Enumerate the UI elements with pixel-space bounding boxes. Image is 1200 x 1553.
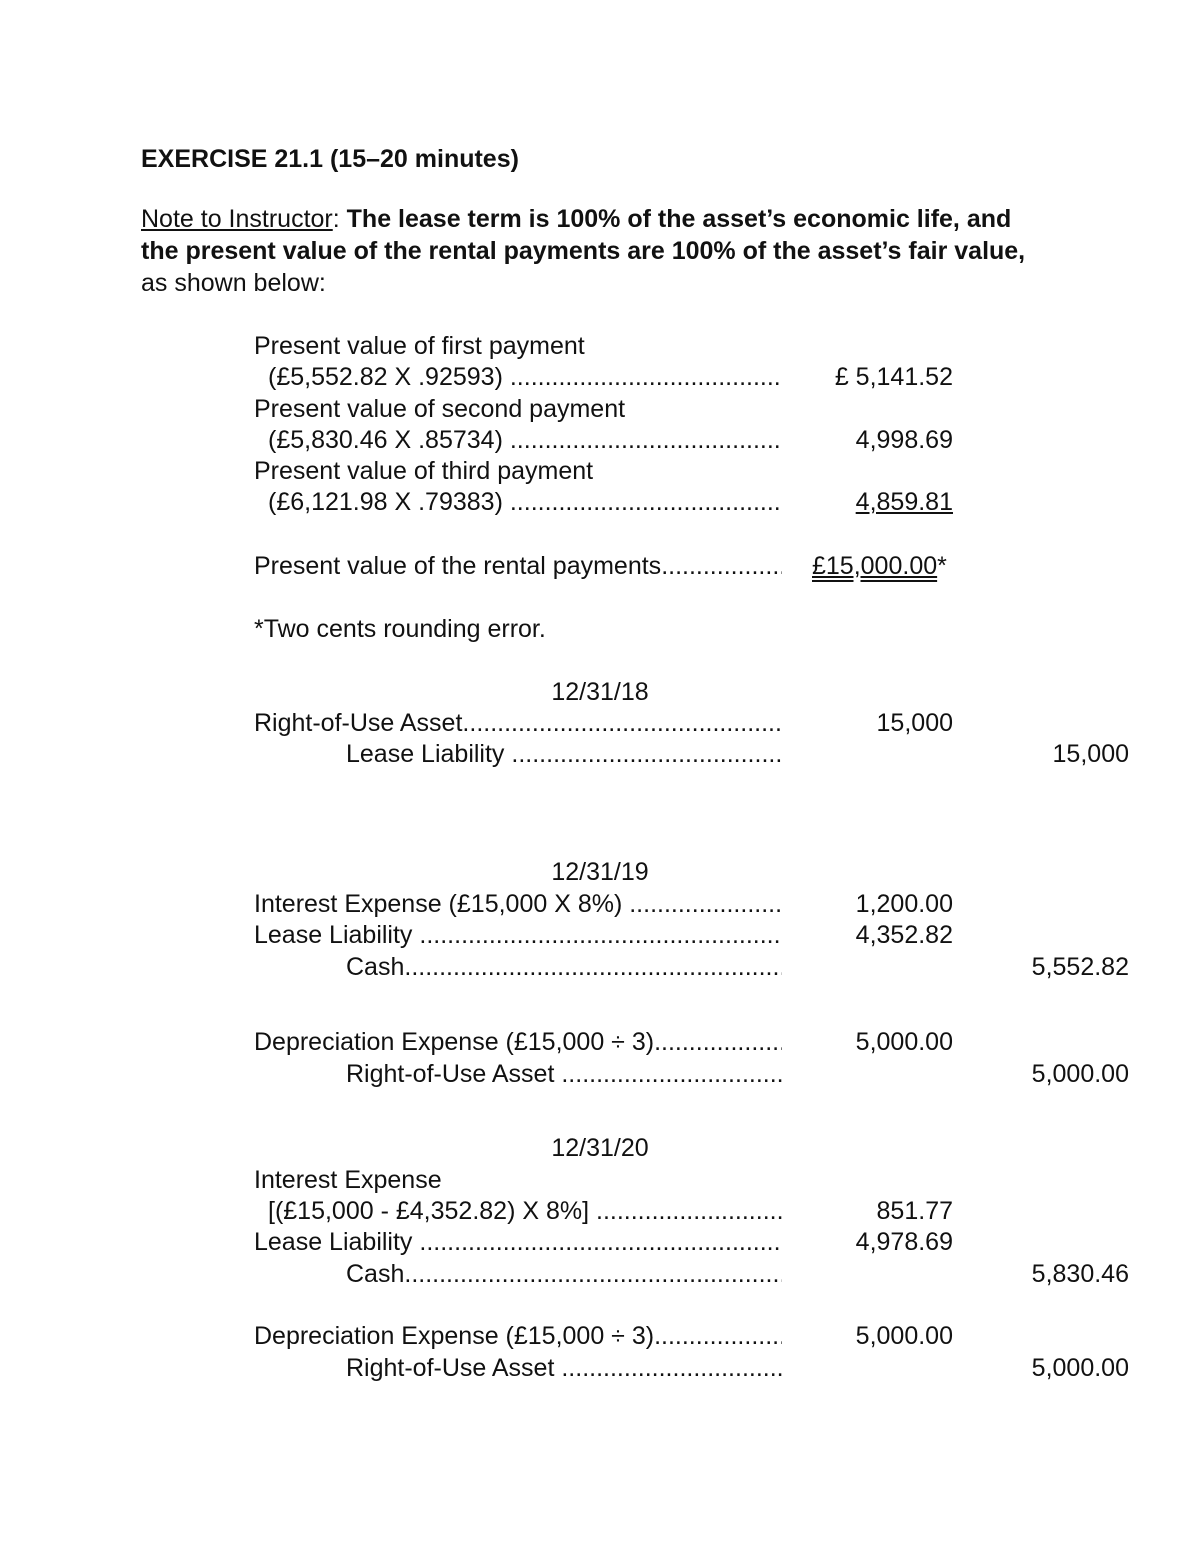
entry2-depreciation-account: Depreciation Expense (£15,000 ÷ 3) ..... [254, 1027, 782, 1057]
entry3-interest-label: Interest Expense [254, 1166, 442, 1194]
pv-third-label: Present value of third payment [254, 457, 594, 485]
note-colon: : [332, 205, 340, 233]
pv-total-label: Present value of the rental payments ..... [254, 551, 782, 581]
pv-first-amount: £ 5,141.52 [834, 363, 953, 391]
pv-first-label: Present value of first payment [254, 332, 585, 360]
entry-date-2018: 12/31/18 [551, 678, 649, 706]
entry1-debit-amount: 15,000 [876, 709, 953, 737]
entry2-depreciation-amount: 5,000.00 [855, 1028, 953, 1056]
entry2-rou-account: Right-of-Use Asset ..... [346, 1059, 782, 1089]
entry2-cash-account: Cash ..... [346, 952, 782, 982]
entry-date-2019: 12/31/19 [551, 858, 649, 886]
entry-date-2020: 12/31/20 [551, 1134, 649, 1162]
note-line-3: as shown below: [141, 269, 326, 297]
entry1-credit-amount: 15,000 [1052, 740, 1129, 768]
entry3-liability-account: Lease Liability ..... [254, 1227, 782, 1257]
entry3-depreciation-amount: 5,000.00 [855, 1322, 953, 1350]
entry2-interest-account: Interest Expense (£15,000 X 8%) ..... [254, 889, 782, 919]
entry2-rou-amount: 5,000.00 [1031, 1060, 1129, 1088]
entry1-credit-account: Lease Liability ..... [346, 739, 782, 769]
pv-second-calc: (£5,830.46 X .85734) ..... [268, 425, 782, 455]
entry2-liability-amount: 4,352.82 [855, 921, 953, 949]
entry3-rou-amount: 5,000.00 [1031, 1354, 1129, 1382]
entry1-debit-account: Right-of-Use Asset ..... [254, 708, 782, 738]
entry2-cash-amount: 5,552.82 [1031, 953, 1129, 981]
entry3-interest-calc: [(£15,000 - £4,352.82) X 8%] ..... [268, 1196, 782, 1226]
note-label: Note to Instructor [141, 205, 333, 233]
entry2-liability-account: Lease Liability ..... [254, 920, 782, 950]
pv-second-amount: 4,998.69 [855, 426, 953, 454]
pv-third-amount: 4,859.81 [855, 488, 953, 516]
entry3-liability-amount: 4,978.69 [855, 1228, 953, 1256]
pv-third-calc: (£6,121.98 X .79383) ..... [268, 487, 782, 517]
entry3-depreciation-account: Depreciation Expense (£15,000 ÷ 3) ..... [254, 1321, 782, 1351]
entry3-interest-amount: 851.77 [876, 1197, 953, 1225]
entry3-cash-amount: 5,830.46 [1031, 1260, 1129, 1288]
entry3-rou-account: Right-of-Use Asset ..... [346, 1353, 782, 1383]
exercise-heading: EXERCISE 21.1 (15–20 minutes) [141, 145, 519, 173]
rounding-footnote: *Two cents rounding error. [254, 615, 546, 643]
entry2-interest-amount: 1,200.00 [855, 890, 953, 918]
pv-total-amount: £15,000.00* [812, 552, 947, 580]
instructor-note [141, 203, 1101, 299]
note-line-2: the present value of the rental payments are 100% of the asset’s fair value, [141, 237, 1026, 265]
entry3-cash-account: Cash ..... [346, 1259, 782, 1289]
pv-first-calc: (£5,552.82 X .92593) ..... [268, 362, 782, 392]
note-line-1: The lease term is 100% of the asset’s economic life, and [339, 205, 1012, 233]
pv-second-label: Present value of second payment [254, 395, 626, 423]
